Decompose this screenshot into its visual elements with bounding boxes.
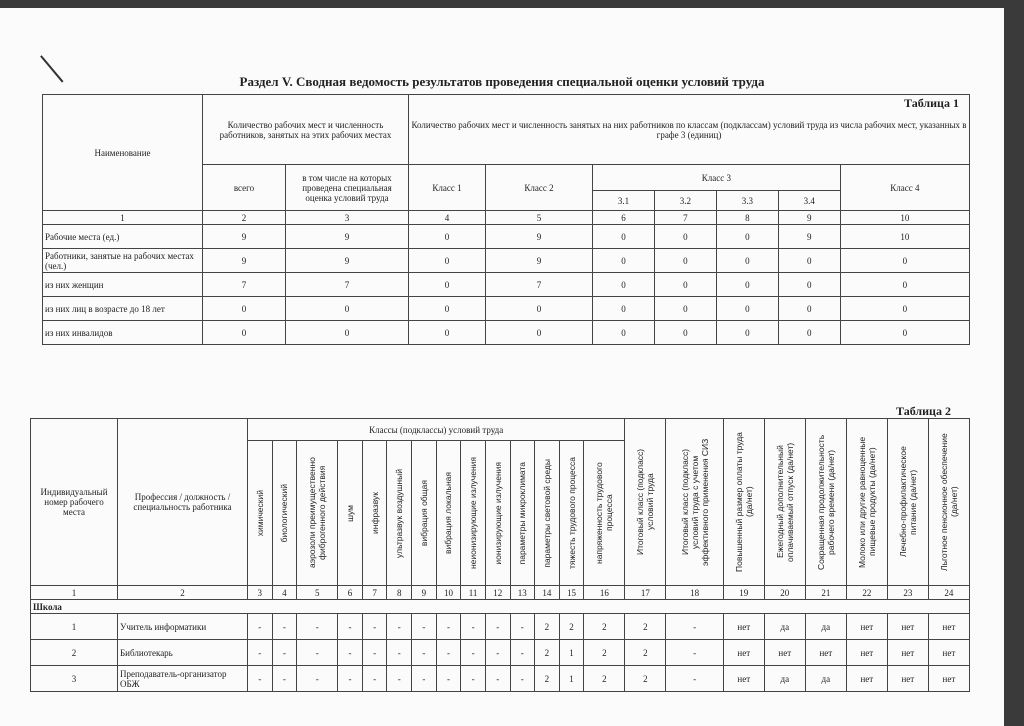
header-extra	[928, 419, 969, 586]
cell-value: нет	[805, 640, 846, 666]
header-factor-label: ультразвук воздушный	[394, 468, 405, 558]
row-label: Рабочие места (ед.)	[43, 225, 203, 249]
header-factor-label: неионизирующие излучения	[468, 456, 479, 570]
row-label: из них женщин	[43, 273, 203, 297]
cell-value: 9	[486, 225, 593, 249]
cell-value: 0	[486, 321, 593, 345]
header-factor	[535, 441, 560, 586]
cell-value: 2	[584, 614, 625, 640]
cell-value: да	[805, 614, 846, 640]
header-profession: Профессия / должность / специальность работника	[118, 419, 248, 586]
header-extra-label: Итоговый класс (подкласс) условий труда с учетом эффективного применения СИЗ	[679, 438, 710, 566]
cell-value: нет	[723, 614, 764, 640]
column-number: 4	[409, 211, 486, 225]
cell-value: нет	[764, 640, 805, 666]
header-class4: Класс 4	[840, 165, 969, 211]
header-extra	[723, 419, 764, 586]
column-number: 8	[387, 586, 412, 600]
cell-value: 0	[593, 273, 655, 297]
header-extra-label: Молоко или другие равноценные пищевые продукты (да/нет)	[856, 436, 877, 568]
column-number: 13	[510, 586, 535, 600]
cell-value: 9	[486, 249, 593, 273]
column-number: 21	[805, 586, 846, 600]
cell-value: -	[510, 640, 535, 666]
document-page	[0, 8, 1004, 726]
cell-value: 0	[840, 249, 969, 273]
header-factor-label: вибрация общая	[418, 479, 429, 547]
column-number: 3	[248, 586, 273, 600]
cell-value: -	[272, 666, 297, 692]
cell-value: 7	[203, 273, 286, 297]
row-profession: Учитель информатики	[118, 614, 248, 640]
cell-value: -	[436, 666, 461, 692]
column-number: 22	[846, 586, 887, 600]
header-factor-label: инфразвук	[369, 492, 380, 534]
cell-value: нет	[928, 614, 969, 640]
row-label: из них лиц в возрасте до 18 лет	[43, 297, 203, 321]
header-subclass: 3.1	[593, 191, 655, 211]
cell-value: 0	[778, 249, 840, 273]
table-row	[31, 614, 970, 640]
cell-value: 0	[286, 321, 409, 345]
column-number: 1	[43, 211, 203, 225]
summary-table-1	[42, 94, 970, 345]
cell-value: -	[461, 614, 486, 640]
cell-value: 0	[286, 297, 409, 321]
header-subclass: 3.3	[716, 191, 778, 211]
cell-value: нет	[723, 640, 764, 666]
header-extra	[666, 419, 723, 586]
column-number: 9	[778, 211, 840, 225]
header-factor	[387, 441, 412, 586]
column-number: 4	[272, 586, 297, 600]
cell-value: 0	[203, 321, 286, 345]
cell-value: -	[248, 614, 273, 640]
cell-value: -	[666, 640, 723, 666]
cell-value: -	[412, 614, 437, 640]
header-factor-label: биологический	[279, 483, 290, 543]
cell-value: 7	[486, 273, 593, 297]
cell-value: 0	[654, 225, 716, 249]
cell-value: -	[485, 640, 510, 666]
header-factor	[485, 441, 510, 586]
row-id: 3	[31, 666, 118, 692]
cell-value: -	[510, 666, 535, 692]
column-number: 5	[297, 586, 338, 600]
cell-value: 0	[778, 321, 840, 345]
table-row	[43, 297, 970, 321]
cell-value: нет	[887, 640, 928, 666]
cell-value: 0	[654, 321, 716, 345]
header-factor-label: напряженность трудового процесса	[594, 462, 615, 564]
cell-value: нет	[928, 666, 969, 692]
cell-value: да	[805, 666, 846, 692]
row-profession: Преподаватель-организатор ОБЖ	[118, 666, 248, 692]
header-factor-label: параметры микроклимата	[517, 461, 528, 565]
cell-value: 2	[535, 640, 560, 666]
cell-value: -	[461, 640, 486, 666]
section-label: Школа	[31, 600, 970, 614]
cell-value: 0	[716, 321, 778, 345]
header-factor-label: аэрозоли преимущественно фиброгенного действия	[307, 457, 328, 569]
cell-value: -	[510, 614, 535, 640]
header-factor	[436, 441, 461, 586]
header-extra-label: Лечебно-профилактическое питание (да/нет)	[897, 446, 918, 558]
cell-value: -	[485, 666, 510, 692]
header-group2: Количество рабочих мест и численность занятых на них работников по классам (подклассам) условий труда из числа рабочих мест, указанных в графе 3 (единиц)	[409, 95, 970, 165]
cell-value: -	[272, 614, 297, 640]
cell-value: 0	[409, 249, 486, 273]
column-number: 7	[362, 586, 387, 600]
cell-value: 7	[286, 273, 409, 297]
cell-value: -	[297, 614, 338, 640]
cell-value: нет	[846, 614, 887, 640]
cell-value: -	[272, 640, 297, 666]
cell-value: 2	[625, 614, 666, 640]
header-total: всего	[203, 165, 286, 211]
header-factor	[559, 441, 584, 586]
cell-value: -	[485, 614, 510, 640]
column-number: 16	[584, 586, 625, 600]
cell-value: 0	[840, 297, 969, 321]
header-extra	[887, 419, 928, 586]
header-factor-label: шум	[345, 504, 356, 522]
cell-value: 0	[654, 297, 716, 321]
cell-value: -	[338, 614, 363, 640]
cell-value: 0	[409, 225, 486, 249]
cell-value: -	[362, 666, 387, 692]
column-number: 20	[764, 586, 805, 600]
cell-value: -	[387, 640, 412, 666]
header-assessed: в том числе на которых проведена специальная оценка условий труда	[286, 165, 409, 211]
header-group1: Количество рабочих мест и численность работников, занятых на этих рабочих местах	[203, 95, 409, 165]
header-extra-label: Итоговый класс (подкласс) условий труда	[635, 448, 656, 556]
row-profession: Библиотекарь	[118, 640, 248, 666]
column-number: 3	[286, 211, 409, 225]
cell-value: -	[666, 666, 723, 692]
cell-value: 0	[409, 297, 486, 321]
table1-label: Таблица 1	[904, 96, 959, 110]
cell-value: -	[412, 640, 437, 666]
cell-value: 10	[840, 225, 969, 249]
cell-value: -	[362, 640, 387, 666]
header-factor	[297, 441, 338, 586]
header-factor-label: тяжесть трудового процесса	[566, 457, 577, 569]
header-extra	[846, 419, 887, 586]
header-class1: Класс 1	[409, 165, 486, 211]
column-number: 10	[840, 211, 969, 225]
cell-value: 9	[203, 225, 286, 249]
cell-value: 0	[593, 321, 655, 345]
cell-value: да	[764, 666, 805, 692]
cell-value: 0	[840, 273, 969, 297]
header-factor	[248, 441, 273, 586]
cell-value: 1	[559, 666, 584, 692]
column-number: 18	[666, 586, 723, 600]
cell-value: 0	[203, 297, 286, 321]
cell-value: 9	[286, 249, 409, 273]
header-factor-label: параметры световой среды	[541, 458, 552, 568]
cell-value: 0	[593, 297, 655, 321]
table-row	[31, 640, 970, 666]
cell-value: нет	[928, 640, 969, 666]
table-row	[43, 249, 970, 273]
cell-value: 0	[409, 321, 486, 345]
cell-value: 2	[584, 666, 625, 692]
cell-value: 0	[593, 225, 655, 249]
header-id: Индивидуальный номер рабочего места	[31, 419, 118, 586]
cell-value: 2	[625, 640, 666, 666]
header-extra	[805, 419, 846, 586]
column-number: 9	[412, 586, 437, 600]
column-number: 11	[461, 586, 486, 600]
column-number: 1	[31, 586, 118, 600]
cell-value: -	[338, 666, 363, 692]
cell-value: -	[412, 666, 437, 692]
row-id: 1	[31, 614, 118, 640]
header-factor	[584, 441, 625, 586]
cell-value: 0	[593, 249, 655, 273]
header-factor-label: вибрация локальная	[443, 472, 454, 554]
header-class2: Класс 2	[486, 165, 593, 211]
column-number: 23	[887, 586, 928, 600]
cell-value: 2	[559, 614, 584, 640]
header-factor-label: ионизирующие излучения	[492, 461, 503, 565]
column-number: 7	[654, 211, 716, 225]
cell-value: 9	[778, 225, 840, 249]
header-subclass: 3.4	[778, 191, 840, 211]
header-extra	[625, 419, 666, 586]
column-number: 10	[436, 586, 461, 600]
column-number: 2	[118, 586, 248, 600]
column-number: 19	[723, 586, 764, 600]
cell-value: 0	[716, 297, 778, 321]
column-number: 8	[716, 211, 778, 225]
column-number: 15	[559, 586, 584, 600]
cell-value: 0	[778, 273, 840, 297]
cell-value: 0	[409, 273, 486, 297]
header-factor	[412, 441, 437, 586]
column-number: 6	[338, 586, 363, 600]
cell-value: 0	[486, 297, 593, 321]
cell-value: 0	[778, 297, 840, 321]
cell-value: -	[297, 666, 338, 692]
cell-value: 9	[203, 249, 286, 273]
header-class3: Класс 3	[593, 165, 841, 191]
cell-value: 0	[716, 249, 778, 273]
cell-value: -	[436, 614, 461, 640]
cell-value: 2	[535, 666, 560, 692]
cell-value: 9	[286, 225, 409, 249]
header-name: Наименование	[43, 95, 203, 211]
cell-value: 2	[535, 614, 560, 640]
page-title: Раздел V. Сводная ведомость результатов проведения специальной оценки условий труда	[239, 74, 765, 89]
header-subclass: 3.2	[654, 191, 716, 211]
cell-value: -	[362, 614, 387, 640]
row-label: из них инвалидов	[43, 321, 203, 345]
row-id: 2	[31, 640, 118, 666]
row-label: Работники, занятые на рабочих местах (чел.)	[43, 249, 203, 273]
cell-value: -	[248, 640, 273, 666]
header-extra-label: Сокращенная продолжительность рабочего времени (да/нет)	[815, 434, 836, 570]
cell-value: 1	[559, 640, 584, 666]
cell-value: нет	[846, 666, 887, 692]
header-extra-label: Повышенный размер оплаты труда (да/нет)	[733, 432, 754, 572]
column-number: 6	[593, 211, 655, 225]
column-number: 12	[485, 586, 510, 600]
column-number: 14	[535, 586, 560, 600]
cell-value: -	[387, 666, 412, 692]
cell-value: -	[297, 640, 338, 666]
cell-value: 0	[654, 249, 716, 273]
cell-value: нет	[846, 640, 887, 666]
header-factor	[338, 441, 363, 586]
cell-value: 0	[840, 321, 969, 345]
cell-value: 0	[716, 225, 778, 249]
cell-value: 0	[654, 273, 716, 297]
header-factor-label: химический	[254, 489, 265, 537]
cell-value: -	[387, 614, 412, 640]
column-number: 2	[203, 211, 286, 225]
summary-table-2	[30, 418, 970, 692]
cell-value: нет	[887, 666, 928, 692]
table-row	[43, 273, 970, 297]
header-factor	[461, 441, 486, 586]
header-factor	[362, 441, 387, 586]
header-classes: Классы (подклассы) условий труда	[248, 419, 625, 441]
cell-value: 0	[716, 273, 778, 297]
table-row	[43, 321, 970, 345]
cell-value: 2	[625, 666, 666, 692]
table2-label: Таблица 2	[896, 404, 951, 418]
header-extra-label: Ежегодный дополнительный оплачиваемый отпуск (да/нет)	[774, 442, 795, 562]
column-number: 24	[928, 586, 969, 600]
header-extra-label: Льготное пенсионное обеспечение (да/нет)	[938, 433, 959, 571]
cell-value: -	[666, 614, 723, 640]
cell-value: да	[764, 614, 805, 640]
cell-value: 2	[584, 640, 625, 666]
column-number: 5	[486, 211, 593, 225]
table-row	[31, 666, 970, 692]
cell-value: -	[436, 640, 461, 666]
header-extra	[764, 419, 805, 586]
table-row	[43, 225, 970, 249]
cell-value: -	[338, 640, 363, 666]
cell-value: -	[248, 666, 273, 692]
cell-value: нет	[887, 614, 928, 640]
cell-value: -	[461, 666, 486, 692]
cell-value: нет	[723, 666, 764, 692]
header-factor	[510, 441, 535, 586]
header-factor	[272, 441, 297, 586]
column-number: 17	[625, 586, 666, 600]
